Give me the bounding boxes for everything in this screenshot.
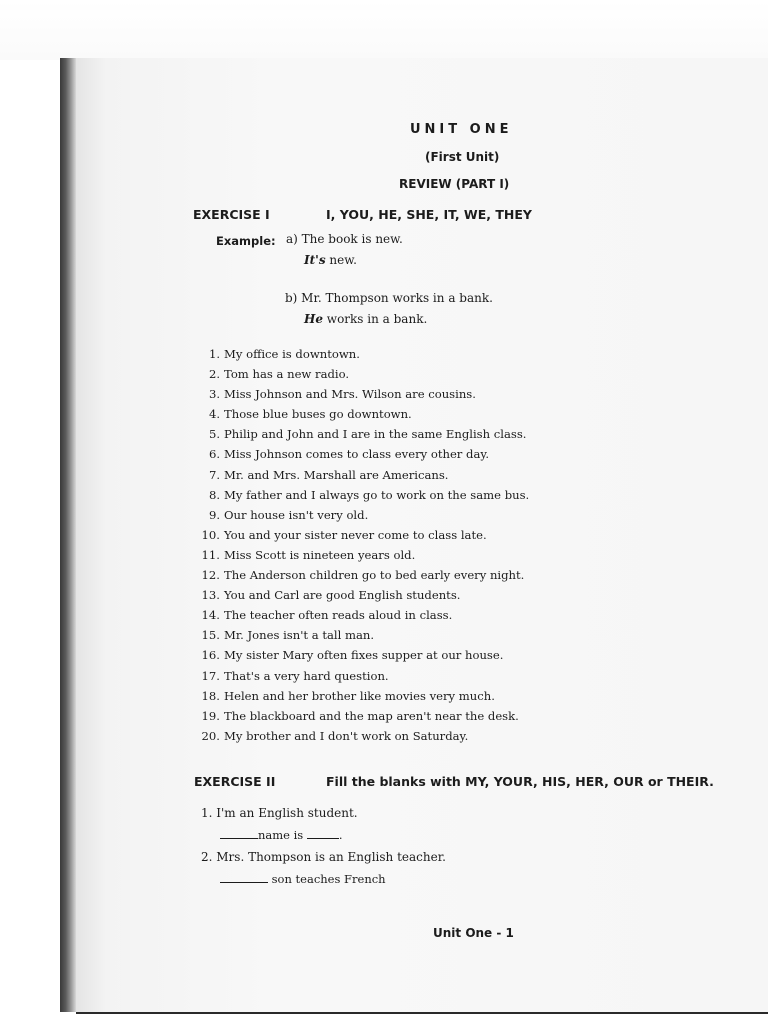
- example-b-answer-rest: works in a bank.: [322, 312, 428, 326]
- list-item: [196, 729, 529, 749]
- review-heading: REVIEW (PART I): [399, 177, 510, 191]
- item-number: 10.: [201, 527, 220, 542]
- list-item: [196, 528, 529, 548]
- list-item: [196, 669, 529, 689]
- list-item: [196, 709, 529, 729]
- item-number: 2.: [208, 367, 220, 382]
- book-spine-shadow: [60, 58, 76, 1012]
- item-number: 14.: [201, 608, 220, 623]
- item-text: That's a very hard question.: [224, 668, 389, 683]
- list-item: [196, 588, 529, 608]
- exercise-2-question-1: 1. I'm an English student.: [201, 806, 358, 820]
- list-item: [196, 628, 529, 648]
- exercise-1-list: [196, 347, 529, 749]
- item-number: 17.: [201, 668, 220, 683]
- list-item: [196, 367, 529, 387]
- list-item: [196, 347, 529, 367]
- example-b-sentence: b) Mr. Thompson works in a bank.: [285, 291, 493, 305]
- scan-top-margin: [0, 0, 768, 60]
- example-a-answer-rest: new.: [325, 253, 357, 267]
- item-number: 9.: [208, 507, 220, 522]
- book-page: [76, 58, 768, 1014]
- list-item: [196, 447, 529, 467]
- item-text: My sister Mary often fixes supper at our house.: [224, 648, 504, 663]
- item-text: Miss Johnson and Mrs. Wilson are cousins.: [224, 387, 476, 402]
- item-number: 11.: [201, 547, 220, 562]
- unit-subtitle: (First Unit): [425, 150, 500, 164]
- item-text: You and your sister never come to class late.: [224, 527, 487, 542]
- exercise-2-answer-line-2: [220, 872, 386, 886]
- item-number: 1.: [208, 347, 220, 361]
- item-text: Helen and her brother like movies very much.: [224, 688, 495, 703]
- list-item: [196, 548, 529, 568]
- item-number: 16.: [201, 648, 220, 663]
- item-text: Mr. and Mrs. Marshall are Americans.: [224, 467, 449, 482]
- list-item: [196, 407, 529, 427]
- page-footer: Unit One - 1: [433, 926, 514, 940]
- item-number: 20.: [201, 728, 220, 743]
- example-a-sentence: a) The book is new.: [286, 232, 403, 246]
- example-label: Example:: [216, 234, 276, 248]
- fill-blank: [307, 830, 339, 839]
- item-number: 19.: [201, 708, 220, 723]
- item-text: Mr. Jones isn't a tall man.: [224, 628, 375, 643]
- item-text: Philip and John and I are in the same English class.: [224, 427, 527, 442]
- item-text: My office is downtown.: [224, 347, 360, 361]
- answer-line-2-rest: son teaches French: [271, 872, 386, 886]
- item-text: Those blue buses go downtown.: [224, 407, 412, 422]
- list-item: [196, 468, 529, 488]
- item-number: 15.: [201, 628, 220, 643]
- item-text: Tom has a new radio.: [224, 367, 350, 382]
- exercise-1-label: EXERCISE I: [193, 207, 270, 222]
- item-number: 6.: [208, 447, 220, 462]
- item-text: My brother and I don't work on Saturday.: [224, 728, 469, 743]
- example-a-pronoun: It's: [304, 253, 326, 267]
- exercise-1-title: I, YOU, HE, SHE, IT, WE, THEY: [326, 207, 532, 222]
- list-item: [196, 689, 529, 709]
- example-b-answer: [304, 312, 427, 326]
- fill-blank: [220, 830, 258, 839]
- item-text: Miss Scott is nineteen years old.: [224, 547, 416, 562]
- list-item: [196, 608, 529, 628]
- item-text: You and Carl are good English students.: [224, 588, 461, 603]
- exercise-2-question-2: 2. Mrs. Thompson is an English teacher.: [201, 850, 446, 864]
- list-item: [196, 568, 529, 588]
- exercise-2-label: EXERCISE II: [194, 774, 276, 789]
- item-number: 7.: [208, 467, 220, 482]
- item-text: The teacher often reads aloud in class.: [224, 608, 453, 623]
- list-item: [196, 387, 529, 407]
- item-number: 13.: [201, 588, 220, 603]
- item-number: 3.: [208, 387, 220, 402]
- fill-blank: [220, 874, 268, 883]
- example-b-pronoun: He: [304, 312, 323, 326]
- item-text: The Anderson children go to bed early every night.: [224, 568, 525, 583]
- item-text: Our house isn't very old.: [224, 507, 369, 522]
- list-item: [196, 508, 529, 528]
- answer-line-1-end: .: [338, 828, 343, 842]
- exercise-2-answer-line-1: [220, 828, 343, 842]
- item-number: 18.: [201, 688, 220, 703]
- item-number: 12.: [201, 568, 220, 583]
- item-text: The blackboard and the map aren't near the desk.: [224, 708, 519, 723]
- unit-title: UNIT ONE: [410, 122, 513, 137]
- example-a-answer: [304, 253, 357, 267]
- list-item: [196, 648, 529, 668]
- item-number: 4.: [208, 407, 220, 422]
- exercise-2-title: Fill the blanks with MY, YOUR, HIS, HER, OUR or THEIR.: [326, 774, 714, 789]
- answer-line-1-mid: name is: [258, 828, 304, 842]
- item-number: 8.: [208, 487, 220, 502]
- item-text: Miss Johnson comes to class every other day.: [224, 447, 490, 462]
- list-item: [196, 427, 529, 447]
- list-item: [196, 488, 529, 508]
- item-text: My father and I always go to work on the same bus.: [224, 487, 530, 502]
- item-number: 5.: [208, 427, 220, 442]
